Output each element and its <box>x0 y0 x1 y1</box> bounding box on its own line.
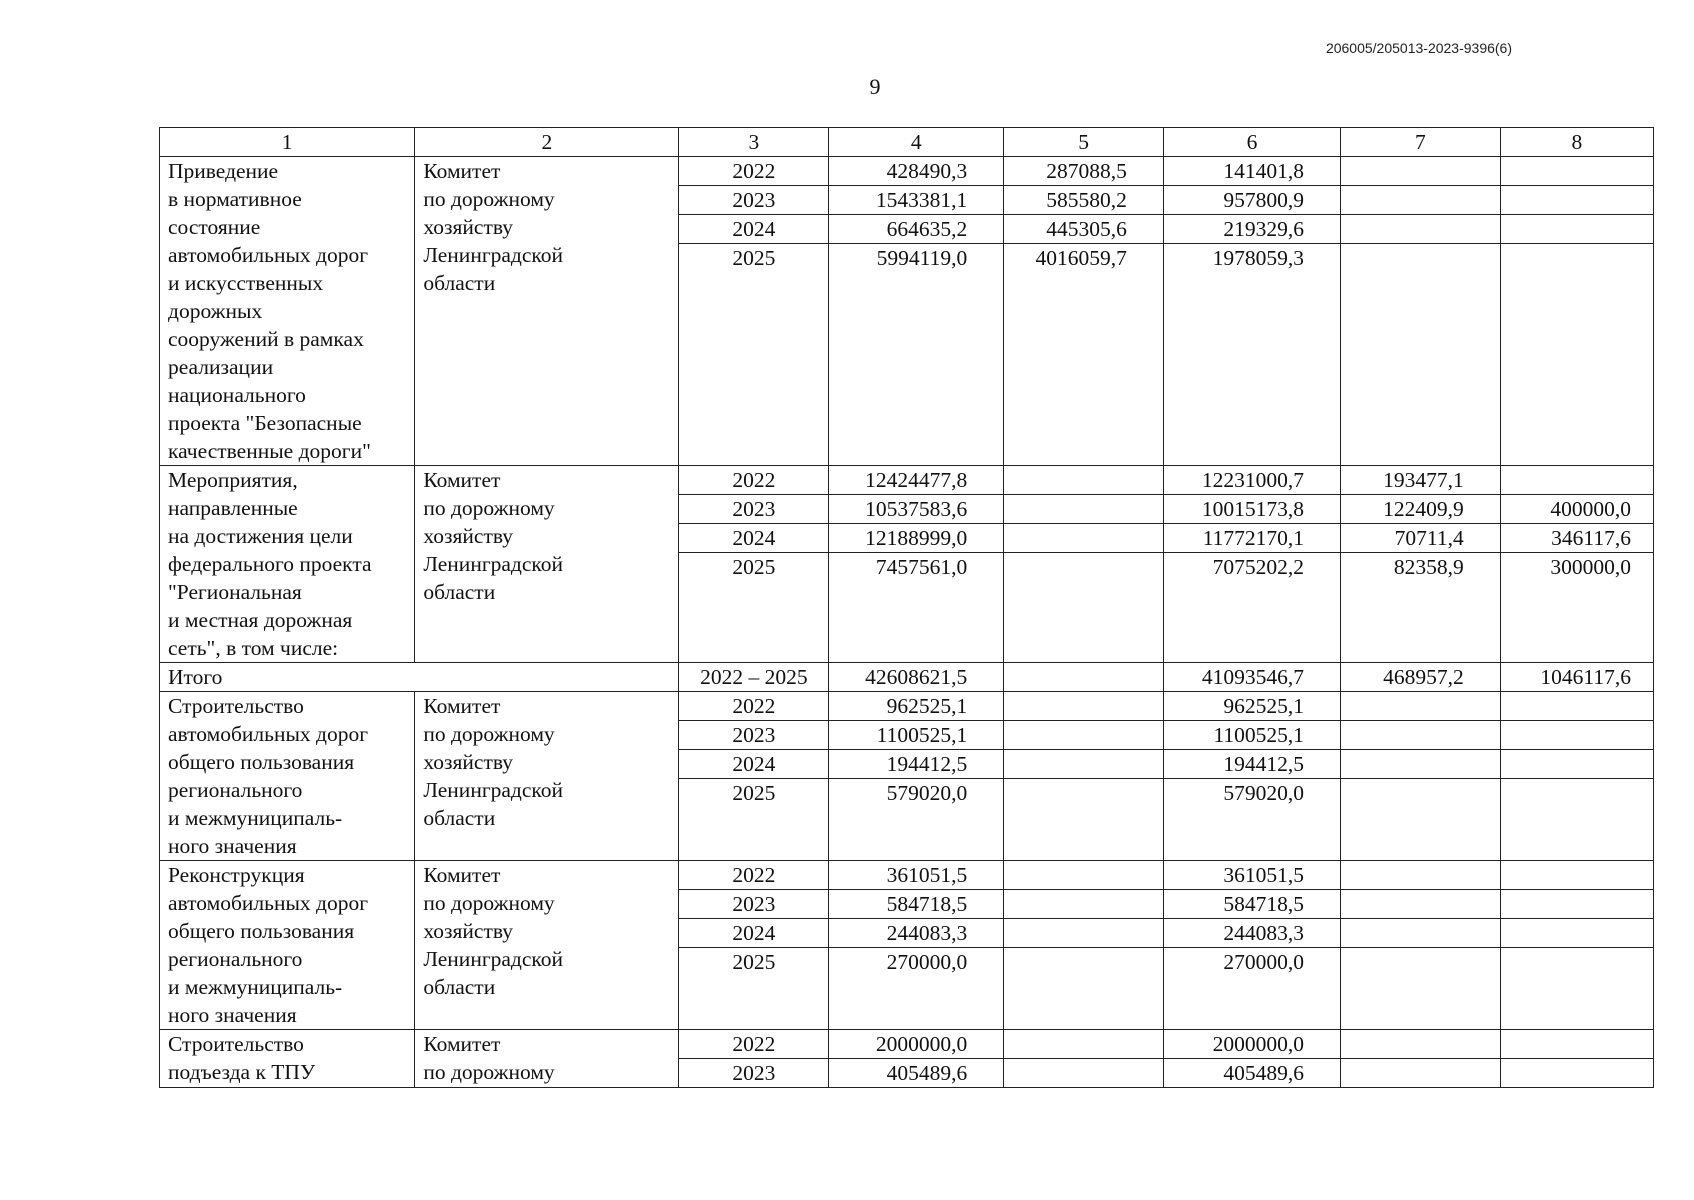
local-budget-cell <box>1341 1030 1501 1059</box>
total-cell: 244083,3 <box>829 919 1004 948</box>
total-cell: 1543381,1 <box>829 186 1004 215</box>
other-sources-cell <box>1500 721 1653 750</box>
cell-line: состояние <box>168 215 261 239</box>
year-cell: 2024 <box>679 524 829 553</box>
local-budget-cell <box>1341 861 1501 890</box>
year-cell: 2025 <box>679 948 829 1030</box>
local-budget-cell <box>1341 215 1501 244</box>
year-cell: 2024 <box>679 919 829 948</box>
cell-line: области <box>423 975 496 999</box>
total-cell: 12188999,0 <box>829 524 1004 553</box>
local-budget-cell: 122409,9 <box>1341 495 1501 524</box>
federal-budget-cell <box>1004 495 1164 524</box>
federal-budget-cell <box>1004 1059 1164 1088</box>
cell-line: Комитет <box>423 468 501 492</box>
other-sources-cell: 400000,0 <box>1500 495 1653 524</box>
cell-line: Комитет <box>423 1032 501 1056</box>
cell-line: Строительство <box>168 1032 304 1056</box>
cell-line: проекта "Безопасные <box>168 411 362 435</box>
regional-budget-cell: 11772170,1 <box>1163 524 1340 553</box>
cell-line: Мероприятия, <box>168 468 298 492</box>
measure-name <box>160 466 415 663</box>
federal-budget-cell <box>1004 466 1164 495</box>
column-header-7: 7 <box>1341 128 1501 157</box>
cell-line: и местная дорожная <box>168 608 353 632</box>
regional-budget-cell: 962525,1 <box>1163 692 1340 721</box>
federal-budget-cell <box>1004 692 1164 721</box>
federal-budget-cell <box>1004 750 1164 779</box>
column-header-5: 5 <box>1004 128 1164 157</box>
measure-name <box>160 157 415 466</box>
year-cell: 2024 <box>679 215 829 244</box>
other-sources-cell <box>1500 186 1653 215</box>
year-cell: 2022 <box>679 861 829 890</box>
year-cell: 2023 <box>679 721 829 750</box>
total-row <box>160 663 1654 692</box>
federal-budget-cell <box>1004 779 1164 861</box>
local-budget-cell <box>1341 244 1501 466</box>
total-cell: 10537583,6 <box>829 495 1004 524</box>
cell-line: Ленинградской <box>423 243 564 267</box>
cell-line: ного значения <box>168 834 297 858</box>
total-cell: 1100525,1 <box>829 721 1004 750</box>
total-cell: 962525,1 <box>829 692 1004 721</box>
cell-line: Ленинградской <box>423 947 564 971</box>
total-years: 2022 – 2025 <box>679 663 829 692</box>
column-header-1: 1 <box>160 128 415 157</box>
federal-budget-cell: 445305,6 <box>1004 215 1164 244</box>
other-sources-cell: 346117,6 <box>1500 524 1653 553</box>
cell-line: Комитет <box>423 863 501 887</box>
regional-budget-cell: 579020,0 <box>1163 779 1340 861</box>
total-cell: 361051,5 <box>829 861 1004 890</box>
regional-budget-cell: 10015173,8 <box>1163 495 1340 524</box>
total-cell: 428490,3 <box>829 157 1004 186</box>
regional-budget-cell: 584718,5 <box>1163 890 1340 919</box>
federal-budget-cell <box>1004 1030 1164 1059</box>
regional-budget-cell: 405489,6 <box>1163 1059 1340 1088</box>
table-row <box>160 692 1654 721</box>
other-sources-cell: 300000,0 <box>1500 553 1653 663</box>
cell-line: Реконструкция <box>168 863 305 887</box>
total-cell: 584718,5 <box>829 890 1004 919</box>
header-row <box>160 128 1654 157</box>
regional-budget-cell: 1978059,3 <box>1163 244 1340 466</box>
table-row <box>160 1030 1654 1059</box>
year-cell: 2025 <box>679 553 829 663</box>
total-cell: 42608621,5 <box>829 663 1004 692</box>
local-budget-cell: 193477,1 <box>1341 466 1501 495</box>
cell-line: по дорожному <box>423 1060 555 1084</box>
other-sources-cell <box>1500 466 1653 495</box>
federal-budget-cell <box>1004 890 1164 919</box>
other-sources-cell <box>1500 215 1653 244</box>
other-sources-cell <box>1500 750 1653 779</box>
column-header-6: 6 <box>1163 128 1340 157</box>
total-label: Итого <box>160 663 679 692</box>
other-sources-cell <box>1500 890 1653 919</box>
responsible-executor <box>415 1030 679 1088</box>
cell-line: регионального <box>168 778 303 802</box>
year-cell: 2023 <box>679 1059 829 1088</box>
year-cell: 2024 <box>679 750 829 779</box>
table-row <box>160 157 1654 186</box>
cell-line: Комитет <box>423 159 501 183</box>
regional-budget-cell: 141401,8 <box>1163 157 1340 186</box>
other-sources-cell <box>1500 244 1653 466</box>
cell-line: ного значения <box>168 1003 297 1027</box>
cell-line: Ленинградской <box>423 552 564 576</box>
other-sources-cell <box>1500 692 1653 721</box>
other-sources-cell <box>1500 779 1653 861</box>
cell-line: подъезда к ТПУ <box>168 1060 316 1084</box>
year-cell: 2022 <box>679 466 829 495</box>
regional-budget-cell: 244083,3 <box>1163 919 1340 948</box>
cell-line: направленные <box>168 496 298 520</box>
total-cell: 579020,0 <box>829 779 1004 861</box>
total-cell: 12424477,8 <box>829 466 1004 495</box>
cell-line: по дорожному <box>423 187 555 211</box>
total-cell: 5994119,0 <box>829 244 1004 466</box>
responsible-executor <box>415 466 679 663</box>
other-sources-cell <box>1500 861 1653 890</box>
cell-line: хозяйству <box>423 524 514 548</box>
cell-line: на достижения цели <box>168 524 353 548</box>
local-budget-cell <box>1341 1059 1501 1088</box>
year-cell: 2023 <box>679 495 829 524</box>
measure-name <box>160 1030 415 1088</box>
cell-line: и межмуниципаль- <box>168 806 343 830</box>
year-cell: 2025 <box>679 779 829 861</box>
cell-line: автомобильных дорог <box>168 722 369 746</box>
year-cell: 2023 <box>679 890 829 919</box>
cell-line: и искусственных <box>168 271 324 295</box>
total-cell: 664635,2 <box>829 215 1004 244</box>
regional-budget-cell: 270000,0 <box>1163 948 1340 1030</box>
cell-line: области <box>423 806 496 830</box>
federal-budget-cell: 585580,2 <box>1004 186 1164 215</box>
federal-budget-cell <box>1004 861 1164 890</box>
table-row <box>160 861 1654 890</box>
local-budget-cell <box>1341 721 1501 750</box>
regional-budget-cell: 2000000,0 <box>1163 1030 1340 1059</box>
year-cell: 2025 <box>679 244 829 466</box>
responsible-executor <box>415 157 679 466</box>
cell-line: автомобильных дорог <box>168 243 369 267</box>
total-cell: 2000000,0 <box>829 1030 1004 1059</box>
regional-budget-cell: 1100525,1 <box>1163 721 1340 750</box>
cell-line: по дорожному <box>423 722 555 746</box>
federal-budget-cell <box>1004 948 1164 1030</box>
budget-table <box>159 127 1654 1088</box>
regional-budget-cell: 12231000,7 <box>1163 466 1340 495</box>
column-header-3: 3 <box>679 128 829 157</box>
measure-name <box>160 861 415 1030</box>
other-sources-cell <box>1500 157 1653 186</box>
local-budget-cell: 82358,9 <box>1341 553 1501 663</box>
federal-budget-cell <box>1004 919 1164 948</box>
cell-line: Приведение <box>168 159 279 183</box>
cell-line: общего пользования <box>168 919 355 943</box>
cell-line: дорожных <box>168 299 263 323</box>
local-budget-cell <box>1341 186 1501 215</box>
local-budget-cell <box>1341 919 1501 948</box>
column-header-2: 2 <box>415 128 679 157</box>
column-header-4: 4 <box>829 128 1004 157</box>
federal-budget-cell <box>1004 663 1164 692</box>
total-cell: 405489,6 <box>829 1059 1004 1088</box>
total-cell: 7457561,0 <box>829 553 1004 663</box>
cell-line: качественные дороги" <box>168 439 371 463</box>
cell-line: и межмуниципаль- <box>168 975 343 999</box>
local-budget-cell: 468957,2 <box>1341 663 1501 692</box>
regional-budget-cell: 194412,5 <box>1163 750 1340 779</box>
cell-line: общего пользования <box>168 750 355 774</box>
cell-line: Строительство <box>168 694 304 718</box>
other-sources-cell <box>1500 1030 1653 1059</box>
year-cell: 2022 <box>679 1030 829 1059</box>
cell-line: хозяйству <box>423 750 514 774</box>
other-sources-cell <box>1500 1059 1653 1088</box>
local-budget-cell <box>1341 692 1501 721</box>
other-sources-cell: 1046117,6 <box>1500 663 1653 692</box>
total-cell: 194412,5 <box>829 750 1004 779</box>
federal-budget-cell: 4016059,7 <box>1004 244 1164 466</box>
local-budget-cell <box>1341 890 1501 919</box>
local-budget-cell <box>1341 779 1501 861</box>
table-row <box>160 466 1654 495</box>
other-sources-cell <box>1500 919 1653 948</box>
page-number: 9 <box>869 74 881 99</box>
cell-line: Ленинградской <box>423 778 564 802</box>
local-budget-cell <box>1341 948 1501 1030</box>
cell-line: реализации <box>168 355 274 379</box>
cell-line: в нормативное <box>168 187 302 211</box>
cell-line: области <box>423 271 496 295</box>
regional-budget-cell: 41093546,7 <box>1163 663 1340 692</box>
year-cell: 2022 <box>679 692 829 721</box>
cell-line: автомобильных дорог <box>168 891 369 915</box>
cell-line: федерального проекта <box>168 552 372 576</box>
federal-budget-cell: 287088,5 <box>1004 157 1164 186</box>
cell-line: хозяйству <box>423 919 514 943</box>
cell-line: Комитет <box>423 694 501 718</box>
year-cell: 2023 <box>679 186 829 215</box>
total-cell: 270000,0 <box>829 948 1004 1030</box>
cell-line: "Региональная <box>168 580 302 604</box>
column-header-8: 8 <box>1500 128 1653 157</box>
regional-budget-cell: 957800,9 <box>1163 186 1340 215</box>
cell-line: хозяйству <box>423 215 514 239</box>
cell-line: сеть", в том числе: <box>168 636 339 660</box>
other-sources-cell <box>1500 948 1653 1030</box>
responsible-executor <box>415 861 679 1030</box>
local-budget-cell <box>1341 157 1501 186</box>
measure-name <box>160 692 415 861</box>
regional-budget-cell: 361051,5 <box>1163 861 1340 890</box>
year-cell: 2022 <box>679 157 829 186</box>
federal-budget-cell <box>1004 721 1164 750</box>
local-budget-cell <box>1341 750 1501 779</box>
responsible-executor <box>415 692 679 861</box>
document-id: 206005/205013-2023-9396(6) <box>1325 40 1512 56</box>
cell-line: сооружений в рамках <box>168 327 364 351</box>
regional-budget-cell: 219329,6 <box>1163 215 1340 244</box>
cell-line: области <box>423 580 496 604</box>
federal-budget-cell <box>1004 553 1164 663</box>
regional-budget-cell: 7075202,2 <box>1163 553 1340 663</box>
cell-line: национального <box>168 383 306 407</box>
cell-line: по дорожному <box>423 891 555 915</box>
cell-line: регионального <box>168 947 303 971</box>
federal-budget-cell <box>1004 524 1164 553</box>
local-budget-cell: 70711,4 <box>1341 524 1501 553</box>
cell-line: по дорожному <box>423 496 555 520</box>
